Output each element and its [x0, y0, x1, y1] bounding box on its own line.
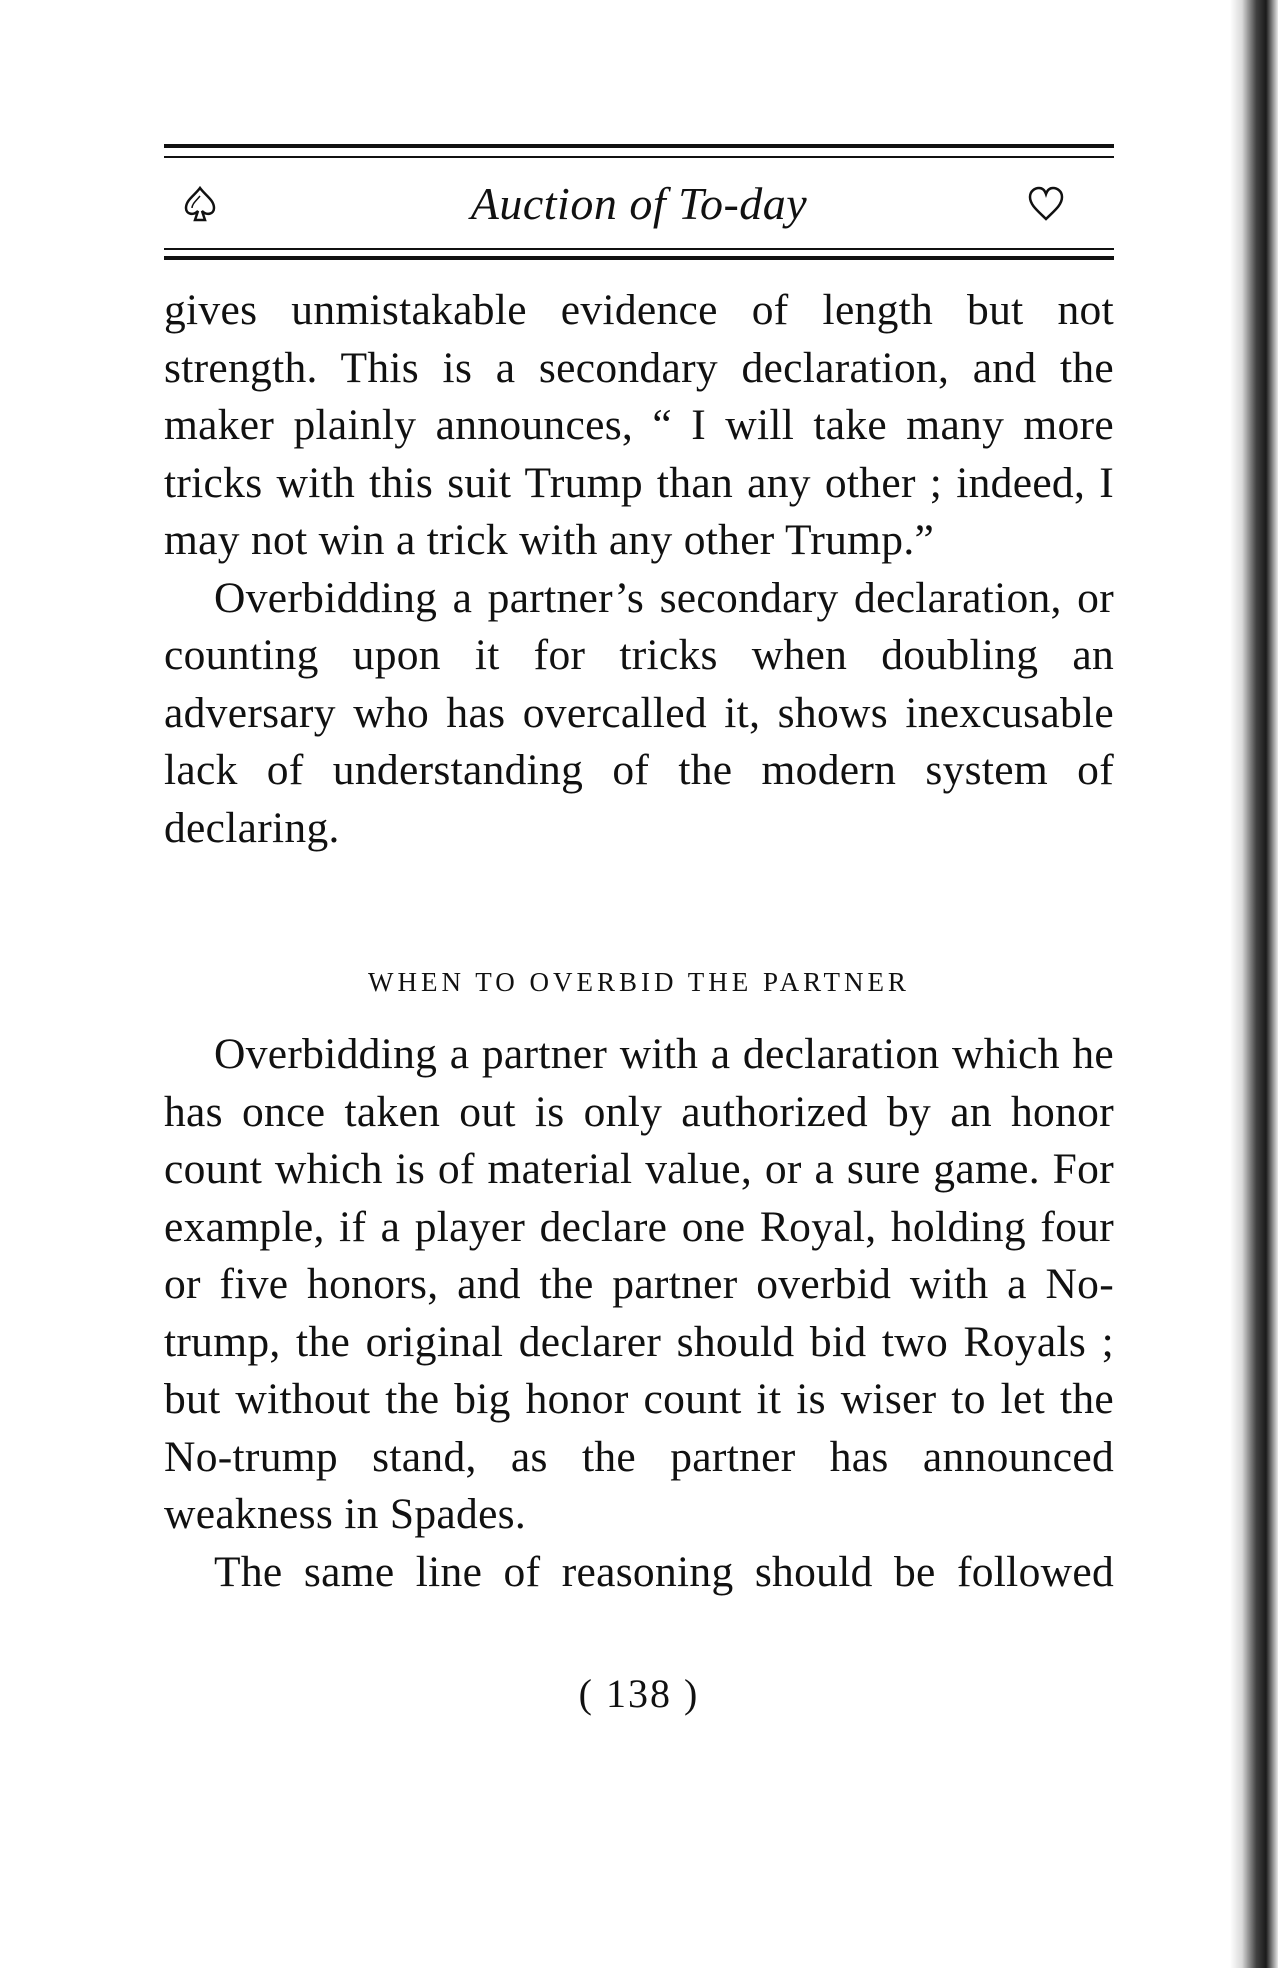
paragraph-overbidding-secondary: Overbidding a partner’s secondary declaration, or counting upon it for tricks when doubling an adversary who has overcalled it, shows inexcusable lack of understanding of the modern system of declaring.	[164, 573, 1114, 852]
paragraph-when-to-overbid: Overbidding a partner with a declaration which he has once taken out is only authorized by an honor count which is of material value, or a sure game. For example, if a player declare one Royal, holding four or five honors, and the partner overbid with a No-trump, the original declarer should bid two Royals ; but without the big honor count it is wiser to let the No-trump stand, as the partner has announced weakness in Spades.	[164, 1030, 1114, 1538]
header-rule-top-thin	[164, 156, 1114, 158]
running-title: Auction of To-day	[470, 178, 808, 229]
scan-edge-shadow	[1230, 0, 1278, 1968]
paragraph-same-reasoning: The same line of reasoning should be followed	[214, 1547, 1114, 1596]
header-rule-bottom-thin	[164, 248, 1114, 250]
header-rule-top-thick	[164, 144, 1114, 148]
running-header	[164, 144, 1114, 266]
body-section-2	[164, 1026, 1114, 1601]
body-section-1	[164, 282, 1114, 857]
section-heading: WHEN TO OVERBID THE PARTNER	[368, 967, 910, 997]
paragraph-continued: gives unmistakable evidence of length but not strength. This is a secondary declaration, and the maker plainly announces, “ I will take many more tricks with this suit Trump than any other ; indeed, I may not win a trick with any other Trump.”	[164, 286, 1114, 564]
page-number: ( 138 )	[578, 1671, 700, 1716]
header-rule-bottom-thick	[164, 256, 1114, 260]
heart-outline-icon	[1026, 184, 1066, 224]
